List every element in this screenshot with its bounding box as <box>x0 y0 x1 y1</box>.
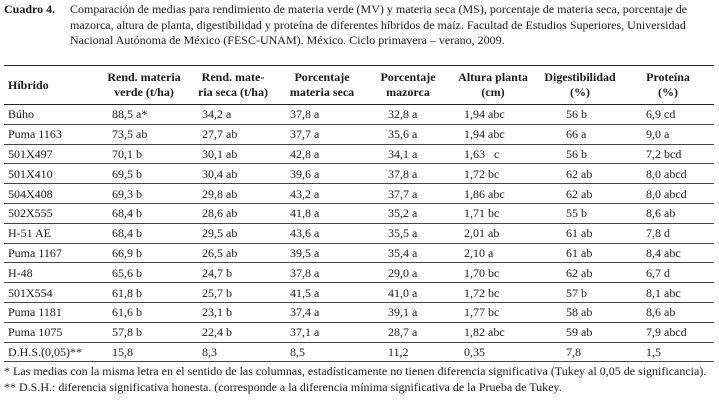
table-cell: 8,6 ab <box>646 206 676 221</box>
table-cell: 66 a <box>566 127 587 142</box>
table-cell: 41,5 a <box>290 285 320 300</box>
table-cell: 7,2 bcd <box>646 146 682 161</box>
table-header <box>4 66 714 105</box>
table-row <box>4 322 714 342</box>
caption-label: Cuadro 4. <box>4 2 56 16</box>
table-cell: 8,0 abcd <box>646 186 687 201</box>
table-row <box>4 124 714 144</box>
column-header-line: (%) <box>658 85 678 99</box>
table-cell: 28,7 a <box>388 325 418 340</box>
table-cell: 22,4 b <box>202 325 232 340</box>
table-cell: 35,6 a <box>388 127 418 142</box>
hybrid-name: Búho <box>8 107 35 122</box>
footnote-significance: * Las medias con la misma letra en el sentido de las columnas, estadísticamente no tienen diferencia significativa (Tukey al 0,05 de significancia). <box>4 364 707 378</box>
table-cell: 41,8 a <box>290 206 320 221</box>
table-cell: 29,0 a <box>388 265 418 280</box>
table-cell: 61,6 b <box>112 305 142 320</box>
column-header-line: Porcentaje <box>294 70 350 84</box>
table-cell: 1,70 bc <box>464 265 500 280</box>
table-body <box>4 105 714 362</box>
column-header-line: Digestibilidad <box>544 70 616 84</box>
table-cell: 37,8 a <box>290 265 320 280</box>
hybrid-name: 501X554 <box>8 285 53 300</box>
table-cell: 1,94 abc <box>464 107 505 122</box>
column-header <box>98 66 190 105</box>
table-cell: 34,2 a <box>202 107 232 122</box>
table-cell: 29,5 ab <box>202 226 238 241</box>
table-cell: 8,4 abc <box>646 245 681 260</box>
table-row <box>4 302 714 322</box>
table-cell: 59 ab <box>566 325 593 340</box>
table-cell: 35,4 a <box>388 245 418 260</box>
table-cell: 61 ab <box>566 245 593 260</box>
table-caption <box>4 2 712 49</box>
table-row <box>4 144 714 164</box>
hybrid-name: Puma 1181 <box>8 305 62 320</box>
caption-text: Comparación de medias para rendimiento de materia verde (MV) y materia seca (MS), porcentaje de materia seca, porcentaje de mazorca, altura de planta, digestibilidad y proteína de diferentes híbridos de maíz. Facultad de Estudios Superiores, Universidad Nacional Autónoma de México (FESC-UNAM). México. Ciclo primavera – verano, 2009. <box>70 2 688 47</box>
table-cell: 1,5 <box>646 344 661 359</box>
table-row <box>4 263 714 283</box>
table-cell: 8,0 abcd <box>646 166 687 181</box>
table-cell: 62 ab <box>566 186 593 201</box>
table-cell: 1,86 abc <box>464 186 505 201</box>
column-header <box>448 66 538 105</box>
table-cell: 6,9 cd <box>646 107 676 122</box>
table-cell: 37,7 a <box>290 127 320 142</box>
results-table <box>4 65 714 362</box>
table-cell: 41,0 a <box>388 285 418 300</box>
table-cell: 0,35 <box>464 344 485 359</box>
table-cell: 27,7 ab <box>202 127 238 142</box>
column-header-line: Rend. materia <box>107 70 181 84</box>
column-header-line: materia seca <box>289 85 355 99</box>
table-row <box>4 243 714 263</box>
table-cell: 35,5 a <box>388 226 418 241</box>
table-cell: 39,1 a <box>388 305 418 320</box>
hybrid-name: H-48 <box>8 265 33 280</box>
column-header <box>368 66 448 105</box>
table-row <box>4 184 714 204</box>
table-cell: 29,8 ab <box>202 186 238 201</box>
table-row <box>4 203 714 223</box>
hybrid-name: Puma 1075 <box>8 325 63 340</box>
column-header-line: ria seca (t/ha) <box>198 85 268 99</box>
column-header <box>622 66 714 105</box>
table-cell: 8,1 abc <box>646 285 681 300</box>
table-cell: 8,5 <box>290 344 305 359</box>
table-cell: 1,63 c <box>464 146 500 161</box>
column-header <box>190 66 276 105</box>
table-cell: 1,94 abc <box>464 127 505 142</box>
column-header <box>4 66 98 105</box>
table-cell: 66,9 b <box>112 245 142 260</box>
table-cell: 11,2 <box>388 344 409 359</box>
table-cell: 1,72 bc <box>464 285 500 300</box>
table-cell: 2,10 a <box>464 245 494 260</box>
table-cell: 39,5 a <box>290 245 320 260</box>
column-header-line: Rend. mate- <box>201 70 265 84</box>
table-cell: 32,8 a <box>388 107 418 122</box>
table-row <box>4 164 714 184</box>
table-cell: 88,5 a* <box>112 107 148 122</box>
table-cell: 30,1 ab <box>202 146 238 161</box>
table-cell: 43,6 a <box>290 226 320 241</box>
table-row <box>4 283 714 303</box>
column-header-line: (cm) <box>481 85 505 99</box>
table-cell: 7,8 d <box>646 226 670 241</box>
table-row <box>4 223 714 243</box>
table-cell: 25,7 b <box>202 285 232 300</box>
table-cell: 61 ab <box>566 226 593 241</box>
table-cell: 8,6 ab <box>646 305 676 320</box>
hybrid-name: 504X408 <box>8 186 53 201</box>
table-cell: 37,4 a <box>290 305 320 320</box>
table-cell: 68,4 b <box>112 206 142 221</box>
hybrid-name: H-51 AE <box>8 226 51 241</box>
column-header-line: Porcentaje <box>380 70 436 84</box>
table-cell: 62 ab <box>566 166 593 181</box>
column-header-line: mazorca <box>386 85 430 99</box>
table-cell: 73,5 ab <box>112 127 148 142</box>
header-row <box>4 66 714 105</box>
table-cell: 70,1 b <box>112 146 142 161</box>
table-cell: 1,82 abc <box>464 325 505 340</box>
hybrid-name: 502X555 <box>8 206 53 221</box>
table-row <box>4 342 714 362</box>
table-cell: 24,7 b <box>202 265 232 280</box>
table-cell: 23,1 b <box>202 305 232 320</box>
hybrid-name: 501X410 <box>8 166 53 181</box>
table-cell: 7,9 abcd <box>646 325 687 340</box>
table-cell: 58 ab <box>566 305 593 320</box>
table-cell: 43,2 a <box>290 186 320 201</box>
table-cell: 1,71 bc <box>464 206 500 221</box>
table-cell: 6,7 d <box>646 265 670 280</box>
table-row <box>4 105 714 125</box>
footnote-dhs: ** D.S.H.: diferencia significativa honesta. (corresponde a la diferencia mínima significativa de la Prueba de Tukey. <box>4 380 562 394</box>
column-header <box>538 66 622 105</box>
table-cell: 61,8 b <box>112 285 142 300</box>
table-cell: 57 b <box>566 285 587 300</box>
column-header-line: Híbrido <box>8 77 49 92</box>
hybrid-name: Puma 1167 <box>8 245 62 260</box>
hybrid-name: Puma 1163 <box>8 127 62 142</box>
table-cell: 57,8 b <box>112 325 142 340</box>
table-cell: 37,8 a <box>388 166 418 181</box>
table-footnotes <box>4 363 714 395</box>
column-header-line: Proteína <box>646 70 690 84</box>
table-cell: 56 b <box>566 146 587 161</box>
column-header <box>276 66 368 105</box>
table-cell: 15,8 <box>112 344 133 359</box>
table-cell: 2,01 ab <box>464 226 500 241</box>
table-cell: 55 b <box>566 206 587 221</box>
column-header-line: (%) <box>570 85 590 99</box>
table-cell: 56 b <box>566 107 587 122</box>
hybrid-name: 501X497 <box>8 146 53 161</box>
table-cell: 1,72 bc <box>464 166 500 181</box>
table-cell: 9,0 a <box>646 127 670 142</box>
table-cell: 69,3 b <box>112 186 142 201</box>
column-header-line: verde (t/ha) <box>114 85 174 99</box>
table-cell: 30,4 ab <box>202 166 238 181</box>
table-cell: 7,8 <box>566 344 581 359</box>
table-cell: 35,2 a <box>388 206 418 221</box>
table-cell: 37,1 a <box>290 325 320 340</box>
hybrid-name: D.H.S.(0,05)** <box>8 344 82 359</box>
table-cell: 65,6 b <box>112 265 142 280</box>
table-cell: 42,8 a <box>290 146 320 161</box>
table-cell: 62 ab <box>566 265 593 280</box>
table-cell: 26,5 ab <box>202 245 238 260</box>
table-cell: 37,7 a <box>388 186 418 201</box>
table-cell: 34,1 a <box>388 146 418 161</box>
table-cell: 28,6 ab <box>202 206 238 221</box>
table-cell: 1,77 bc <box>464 305 500 320</box>
table-cell: 68,4 b <box>112 226 142 241</box>
table-cell: 37,8 a <box>290 107 320 122</box>
table-cell: 39,6 a <box>290 166 320 181</box>
column-header-line: Altura planta <box>458 70 528 84</box>
table-cell: 69,5 b <box>112 166 142 181</box>
table-cell: 8,3 <box>202 344 217 359</box>
